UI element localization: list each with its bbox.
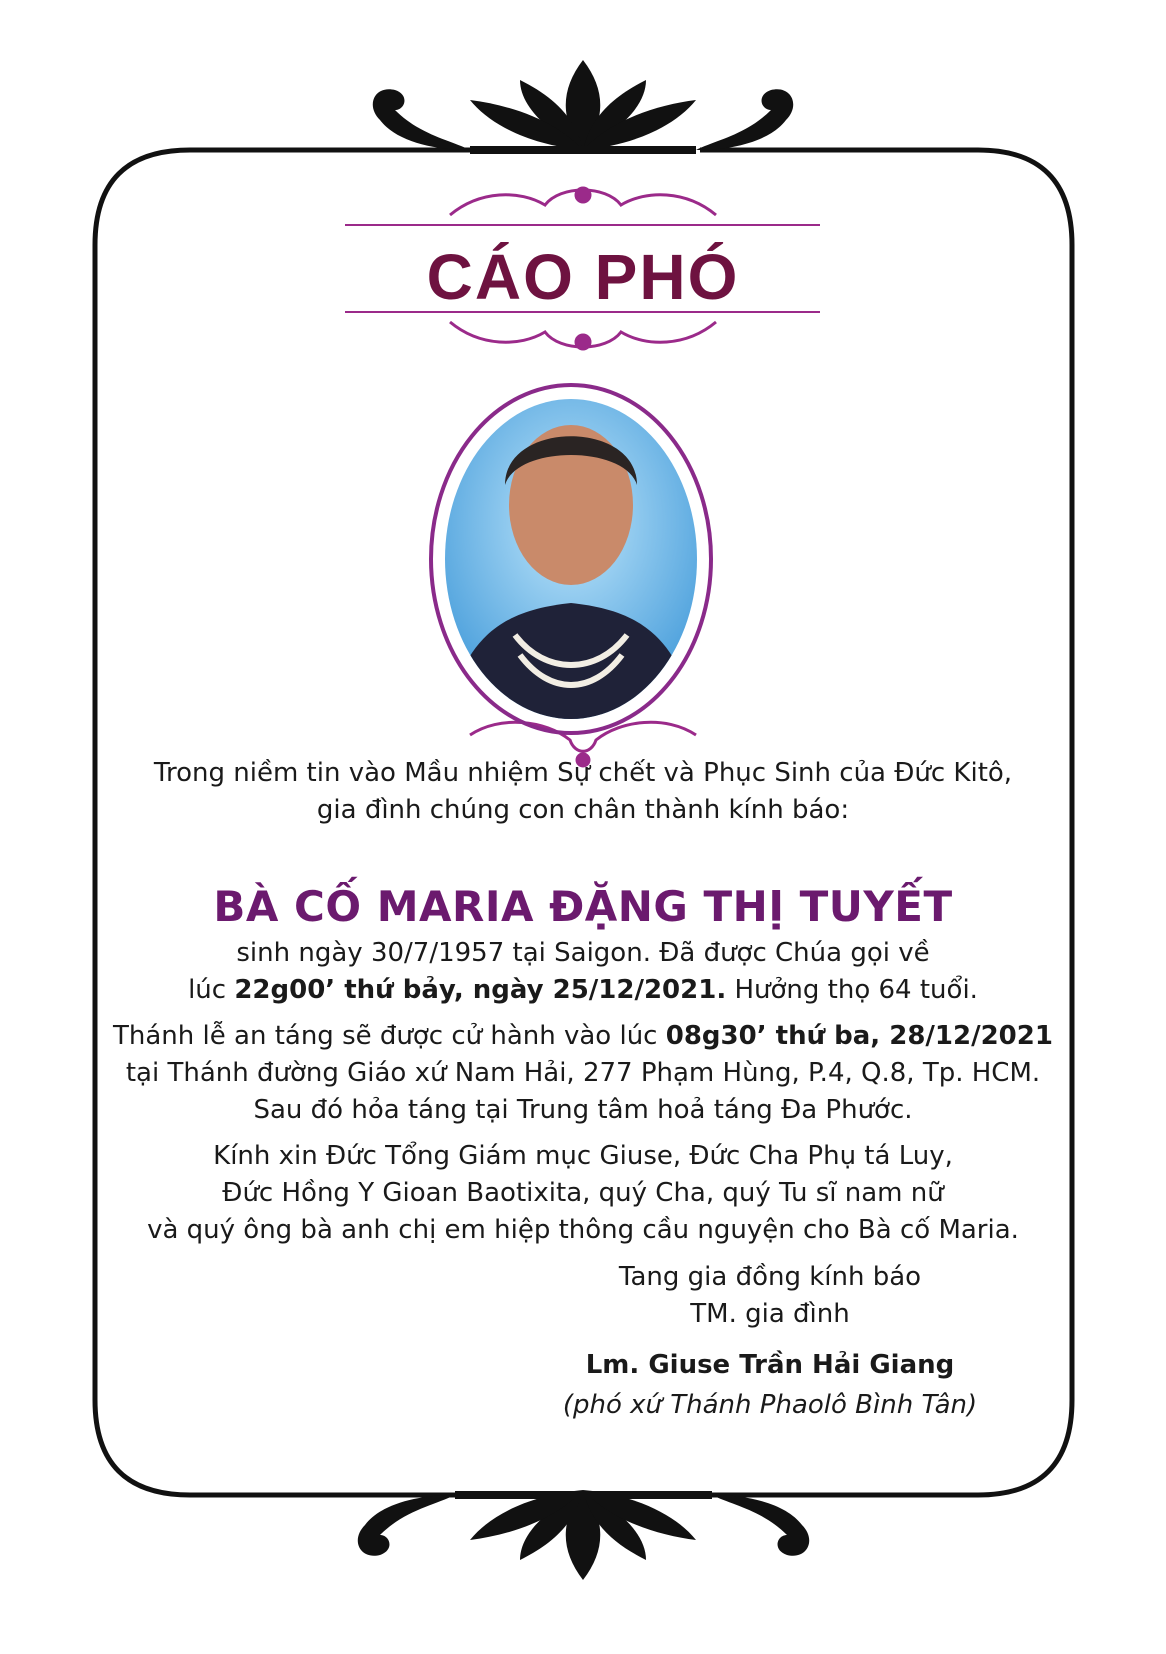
signature-name: Lm. Giuse Trần Hải Giang: [585, 1350, 955, 1380]
intro-line-2: gia đình chúng con chân thành kính báo:: [316, 795, 850, 825]
death-time: 22g00’ thứ bảy, ngày 25/12/2021.: [234, 975, 727, 1005]
signature-line-2: TM. gia đình: [690, 1299, 850, 1329]
birth-line-1: sinh ngày 30/7/1957 tại Saigon. Đã được Chúa gọi về: [236, 938, 930, 968]
request-line-1: Kính xin Đức Tổng Giám mục Giuse, Đức Cha Phụ tá Luy,: [213, 1141, 953, 1171]
funeral-prefix: Thánh lễ an táng sẽ được cử hành vào lúc: [113, 1021, 666, 1051]
birth-prefix: lúc: [188, 975, 235, 1005]
request-line-2: Đức Hồng Y Gioan Baotixita, quý Cha, quý Tu sĩ nam nữ: [222, 1178, 944, 1208]
funeral-time: 08g30’ thứ ba, 28/12/2021: [665, 1021, 1053, 1051]
page-title: CÁO PHÓ: [426, 241, 740, 313]
signature-line-1: Tang gia đồng kính báo: [618, 1262, 922, 1292]
signature-role: (phó xứ Thánh Phaolô Bình Tân): [562, 1390, 978, 1420]
portrait-photo: [425, 375, 717, 743]
birth-suffix: Hưởng thọ 64 tuổi.: [726, 975, 978, 1005]
funeral-line-2: tại Thánh đường Giáo xứ Nam Hải, 277 Phạm Hùng, P.4, Q.8, Tp. HCM.: [125, 1058, 1041, 1088]
lotus-bottom-icon: [358, 1490, 809, 1580]
deceased-name: BÀ CỐ MARIA ĐẶNG THỊ TUYẾT: [213, 882, 953, 931]
intro-line-1: Trong niềm tin vào Mầu nhiệm Sự chết và Phục Sinh của Đức Kitô,: [153, 758, 1013, 788]
lotus-top-icon: [373, 60, 793, 154]
birth-line-2: [0, 972, 1166, 1009]
request-line-3: và quý ông bà anh chị em hiệp thông cầu nguyện cho Bà cố Maria.: [147, 1215, 1019, 1245]
funeral-line-1: [0, 1018, 1166, 1055]
funeral-line-3: Sau đó hỏa táng tại Trung tâm hoả táng Đa Phước.: [253, 1095, 913, 1125]
